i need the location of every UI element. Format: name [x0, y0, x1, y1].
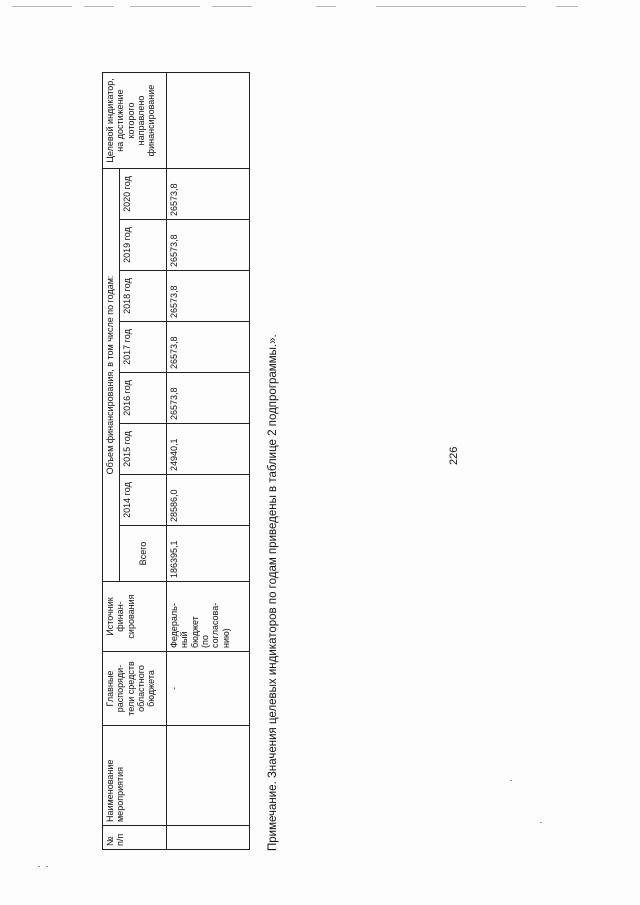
- cell-managers: -: [167, 652, 250, 726]
- financing-table: [102, 72, 250, 850]
- header-year-2014: 2014 год: [120, 475, 167, 526]
- cell-name: [167, 726, 250, 826]
- cell-total: 186395,1: [167, 526, 250, 582]
- header-year-2019: 2019 год: [120, 220, 167, 271]
- header-indicator: Целевой индикатор, на достижение которого направлено финансирование: [103, 73, 167, 169]
- cell-2017: 26573,8: [167, 322, 250, 373]
- header-year-2017: 2017 год: [120, 322, 167, 373]
- page-number: 226: [448, 446, 460, 465]
- cell-num: [167, 826, 250, 850]
- header-name: Наименование мероприятия: [103, 726, 167, 826]
- header-year-2016: 2016 год: [120, 373, 167, 424]
- cell-2018: 26573,8: [167, 271, 250, 322]
- header-year-2020: 2020 год: [120, 169, 167, 220]
- header-num: № п/п: [103, 826, 167, 850]
- cell-2016: 26573,8: [167, 373, 250, 424]
- cell-2014: 28586,0: [167, 475, 250, 526]
- cell-source: Федераль- ный бюджет (по согласова- нию): [167, 582, 250, 652]
- cell-indicator: [167, 73, 250, 169]
- cell-2015: 24940,1: [167, 424, 250, 475]
- header-year-2015: 2015 год: [120, 424, 167, 475]
- header-managers: Главные распоряди- тели средств областного бюджета: [103, 652, 167, 726]
- cell-2019: 26573,8: [167, 220, 250, 271]
- table-row: [167, 73, 250, 850]
- header-volume-group: Объем финансирования, в том числе по годам:: [103, 169, 120, 582]
- header-year-2018: 2018 год: [120, 271, 167, 322]
- header-total: Всего: [120, 526, 167, 582]
- footnote: Примечание. Значения целевых индикаторов по годам приведены в таблице 2 подпрограммы.».: [267, 334, 279, 851]
- cell-2020: 26573,8: [167, 169, 250, 220]
- header-source: Источник финан- сирования: [103, 582, 167, 652]
